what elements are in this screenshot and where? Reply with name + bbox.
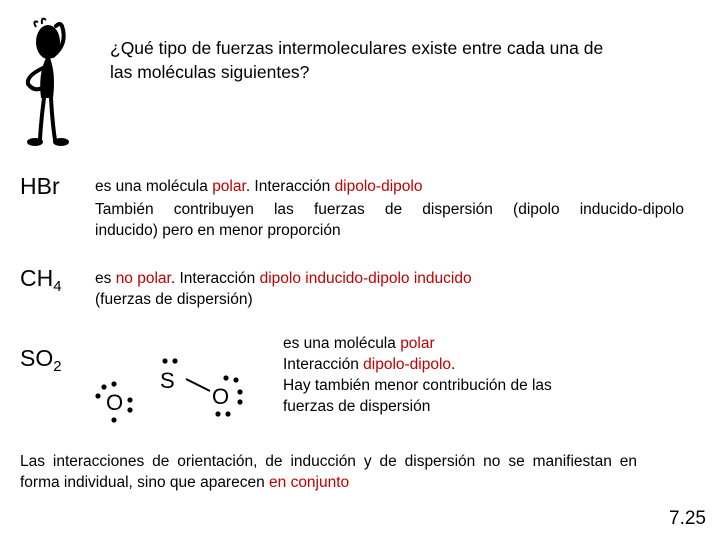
oxygen-right-atom: O [212, 384, 230, 409]
ch4-text-2: . Interacción [170, 270, 260, 287]
so2-description-line-4: fuerzas de dispersión [283, 398, 431, 415]
electron-dot [225, 411, 230, 416]
so2-text-2: Interacción [283, 356, 364, 373]
so2-description-line-3: Hay también menor contribución de las [283, 377, 552, 394]
electron-dot [111, 381, 116, 386]
ch4-description-line-1 [95, 268, 472, 289]
electron-dot [237, 389, 242, 394]
so2-description-line-1 [283, 333, 552, 354]
question-text [110, 36, 690, 84]
question-line-2: las moléculas siguientes? [110, 62, 310, 82]
oxygen-left-atom: O [106, 390, 124, 415]
so2-formula [20, 345, 62, 375]
electron-dot [223, 375, 228, 380]
electron-dot [237, 399, 242, 404]
so2-interaction: dipolo-dipolo [363, 356, 452, 373]
sulfur-atom: S [160, 368, 175, 393]
electron-dot [233, 377, 238, 382]
ch4-formula-sub: 4 [53, 278, 62, 295]
hbr-text-1: es una molécula [95, 178, 213, 195]
electron-dot [95, 393, 100, 398]
s-o-bond [186, 379, 210, 391]
hbr-polar: polar [212, 178, 246, 195]
hbr-formula: HBr [20, 173, 60, 199]
so2-formula-sub: 2 [53, 358, 62, 375]
electron-dot [162, 358, 167, 363]
hbr-description-line-2: También contribuyen las fuerzas de dispersión (dipolo inducido-dipolo [95, 201, 684, 218]
question-line-1: ¿Qué tipo de fuerzas intermoleculares existe entre cada una de [110, 38, 604, 58]
page-number: 7.25 [669, 508, 706, 529]
so2-lewis-structure [90, 348, 260, 428]
so2-formula-main: SO [20, 345, 54, 371]
electron-dot [127, 407, 132, 412]
conclusion-text [20, 451, 637, 493]
conclusion-highlight: en conjunto [269, 474, 350, 491]
ch4-nopolar: no polar [115, 270, 171, 287]
ch4-formula [20, 265, 62, 295]
electron-dot [172, 358, 177, 363]
hbr-text-2: . Interacción [245, 178, 335, 195]
conclusion-body: Las interacciones de orientación, de inducción y de dispersión no se manifiestan en forma individual, sino que aparecen [20, 453, 637, 491]
ch4-formula-main: CH [20, 265, 54, 291]
so2-text-2-end: . [451, 356, 456, 373]
so2-description [283, 333, 552, 417]
electron-dot [215, 411, 220, 416]
electron-dot [111, 417, 116, 422]
electron-dot [127, 397, 132, 402]
ch4-interaction: dipolo inducido-dipolo inducido [259, 270, 472, 287]
so2-text-1: es una molécula [283, 335, 401, 352]
hbr-interaction: dipolo-dipolo [334, 178, 423, 195]
hbr-description-line-3: inducido) pero en menor proporción [95, 222, 341, 239]
so2-polar: polar [400, 335, 435, 352]
thinking-person-icon [8, 12, 80, 150]
ch4-description-line-2: (fuerzas de dispersión) [95, 291, 253, 308]
electron-dot [101, 384, 106, 389]
hbr-description-line-1 [95, 176, 422, 197]
ch4-text-1: es [95, 270, 116, 287]
so2-description-line-2 [283, 354, 552, 375]
